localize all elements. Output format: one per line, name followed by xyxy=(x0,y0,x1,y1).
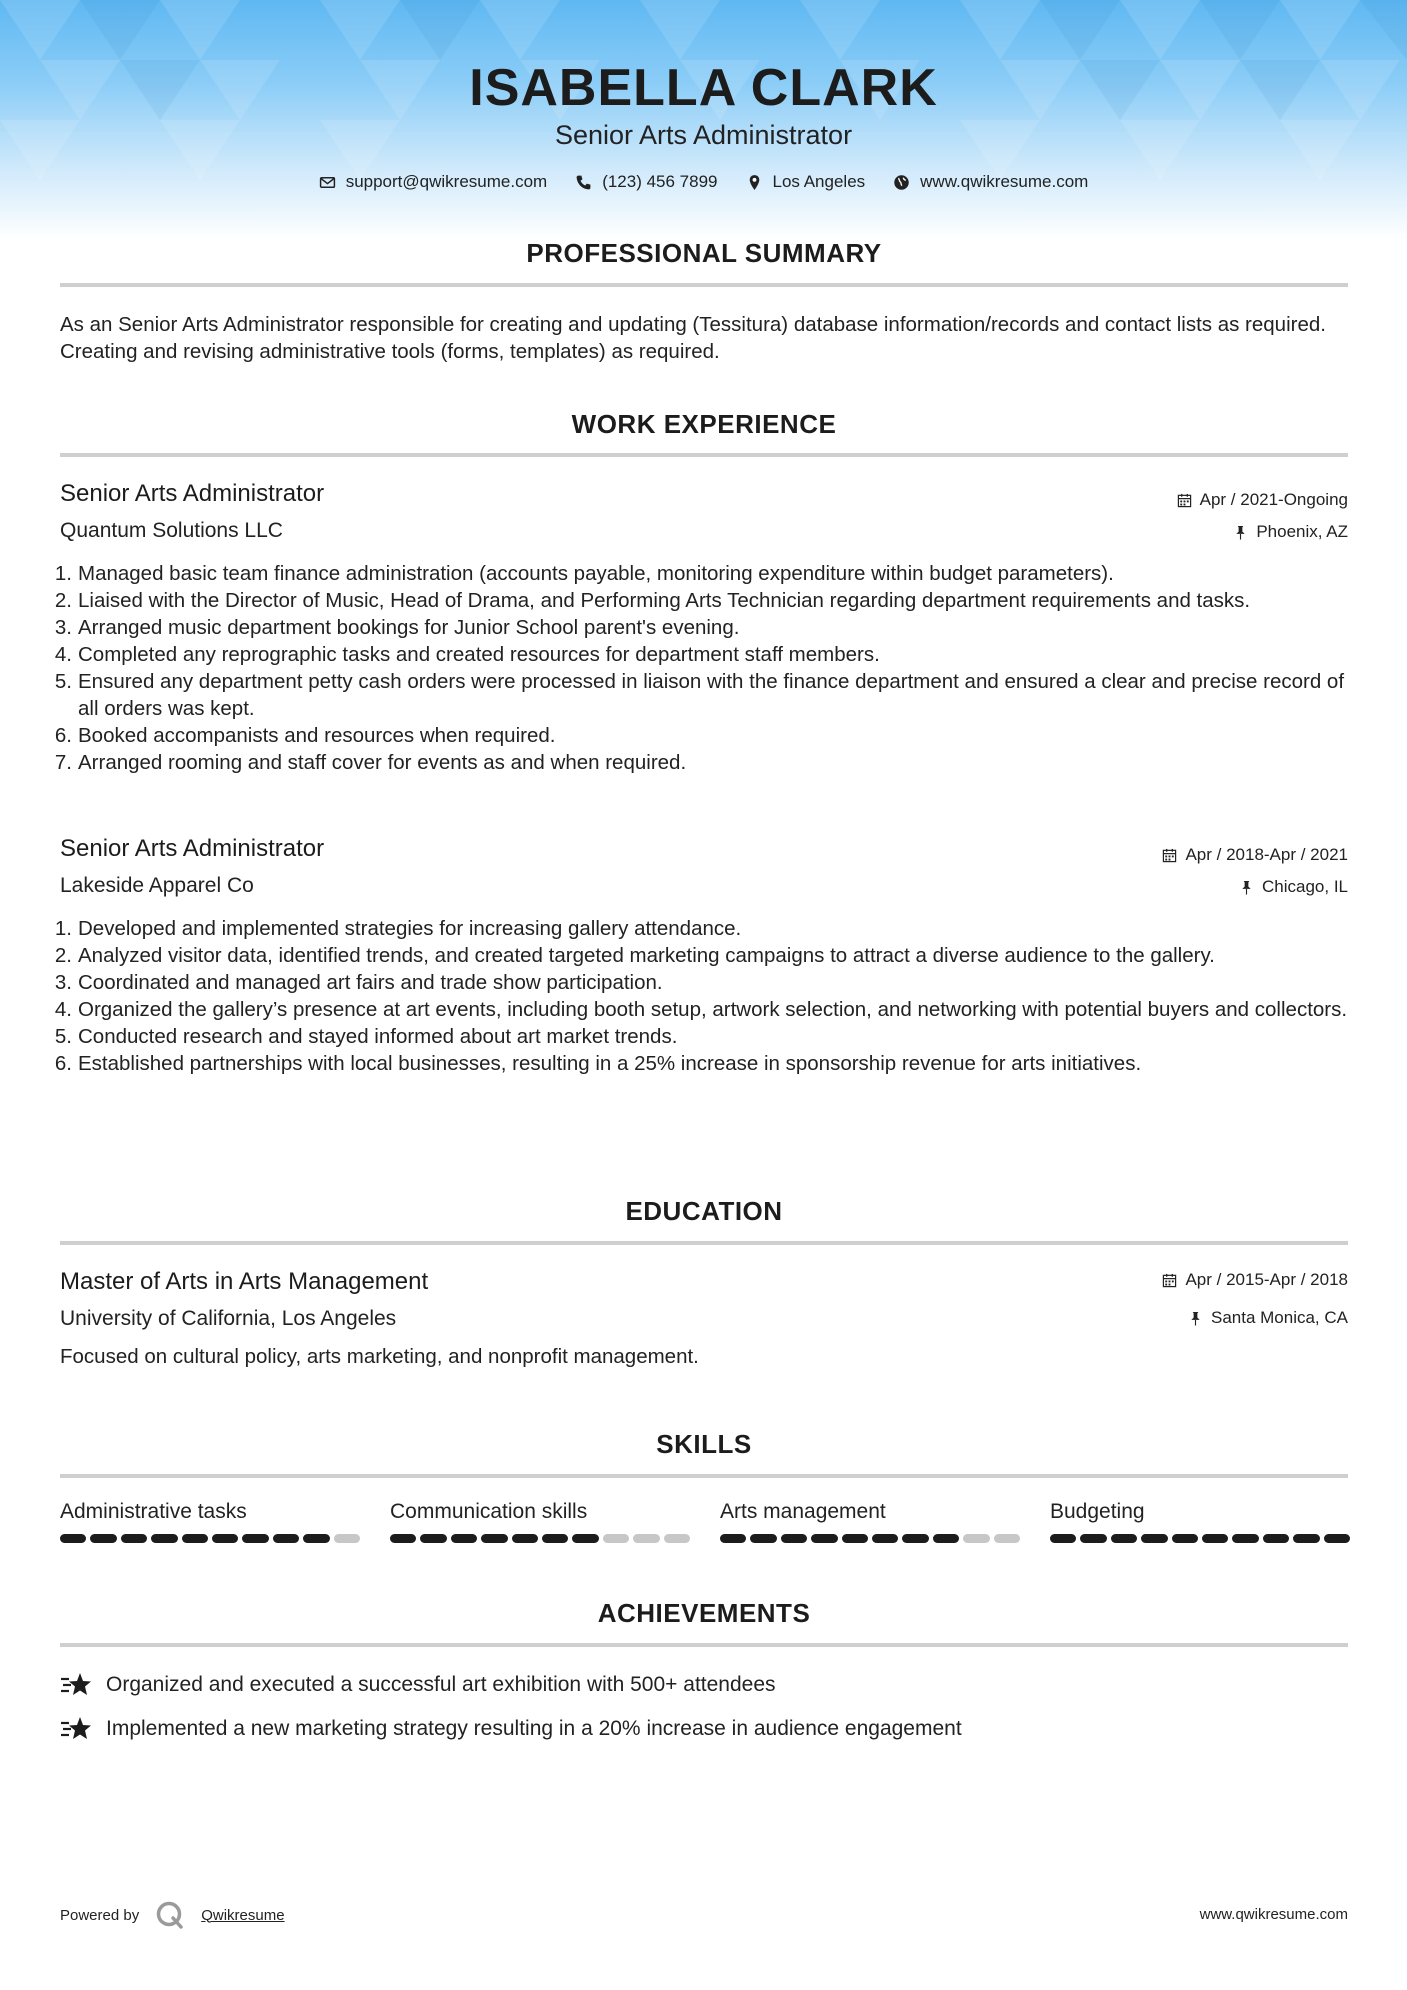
footer-powered-by xyxy=(60,1900,285,1930)
shooting-star-icon xyxy=(60,1670,92,1700)
job-dates xyxy=(1177,490,1348,510)
job-dates xyxy=(1162,845,1348,865)
skill-dot-filled xyxy=(572,1534,598,1543)
list-item: 3. Arranged music department bookings for Junior School parent's evening. xyxy=(54,616,740,639)
skill-dot-filled xyxy=(842,1534,868,1543)
footer-website[interactable]: www.qwikresume.com xyxy=(1199,1906,1348,1923)
skill-dot-empty xyxy=(963,1534,989,1543)
skill-dot-filled xyxy=(1202,1534,1228,1543)
skill-dot-filled xyxy=(1080,1534,1106,1543)
education-location xyxy=(1188,1308,1348,1328)
skill-dot-filled xyxy=(811,1534,837,1543)
skill-dot-filled xyxy=(60,1534,86,1543)
list-item: 5. Conducted research and stayed informed about art market trends. xyxy=(54,1025,678,1048)
section-title-experience: WORK EXPERIENCE xyxy=(571,409,837,439)
job-title: Senior Arts Administrator xyxy=(60,480,325,507)
pushpin-icon xyxy=(1233,525,1248,540)
contact-website-text: www.qwikresume.com xyxy=(920,172,1089,191)
skill-rating xyxy=(390,1534,690,1543)
skill-dot-filled xyxy=(1324,1534,1350,1543)
qwikresume-logo-icon xyxy=(155,1900,185,1930)
section-divider xyxy=(60,453,1348,457)
section-divider xyxy=(60,1241,1348,1245)
list-item: 1. Developed and implemented strategies for increasing gallery attendance. xyxy=(54,917,742,940)
candidate-name: ISABELLA CLARK xyxy=(469,59,938,117)
job-location-text: Chicago, IL xyxy=(1262,877,1348,896)
achievement-text: Implemented a new marketing strategy resulting in a 20% increase in audience engagement xyxy=(106,1717,962,1740)
skill-dot-filled xyxy=(781,1534,807,1543)
skill-item xyxy=(1050,1500,1350,1543)
contact-email-text: support@qwikresume.com xyxy=(345,172,548,191)
section-title-summary: PROFESSIONAL SUMMARY xyxy=(526,238,882,268)
job-location xyxy=(1239,877,1348,897)
education-dates-text: Apr / 2015-Apr / 2018 xyxy=(1185,1270,1348,1289)
skill-item xyxy=(390,1500,690,1543)
skill-dot-filled xyxy=(303,1534,329,1543)
skills-grid xyxy=(60,1500,1348,1543)
list-item: 2. Liaised with the Director of Music, Head of Drama, and Performing Arts Technician regarding department requirements and tasks. xyxy=(54,589,1251,612)
company-name: Quantum Solutions LLC xyxy=(60,519,283,542)
contact-website[interactable] xyxy=(893,172,1088,192)
job-location-text: Phoenix, AZ xyxy=(1256,522,1348,541)
list-item: 1. Managed basic team finance administration (accounts payable, monitoring expenditure within budget parameters). xyxy=(54,562,1114,585)
qwikresume-link[interactable]: Qwikresume xyxy=(201,1906,285,1924)
list-item: 5. Ensured any department petty cash orders were processed in liaison with the finance department and ensured a clear and precise record of all orders was kept. xyxy=(54,670,1345,720)
skill-dot-filled xyxy=(1293,1534,1319,1543)
calendar-icon xyxy=(1162,1273,1177,1288)
skill-dot-filled xyxy=(1141,1534,1167,1543)
list-item: 3. Coordinated and managed art fairs and trade show participation. xyxy=(54,971,663,994)
section-divider xyxy=(60,1643,1348,1647)
job-location xyxy=(1233,522,1348,542)
section-title-skills: SKILLS xyxy=(656,1429,752,1459)
skill-rating xyxy=(720,1534,1020,1543)
company-name: Lakeside Apparel Co xyxy=(60,874,254,897)
school-name: University of California, Los Angeles xyxy=(60,1307,397,1330)
envelope-icon xyxy=(319,174,336,191)
section-divider xyxy=(60,283,1348,287)
skill-dot-filled xyxy=(212,1534,238,1543)
skill-dot-filled xyxy=(902,1534,928,1543)
skill-dot-filled xyxy=(121,1534,147,1543)
job-title: Senior Arts Administrator xyxy=(60,835,325,862)
skill-dot-filled xyxy=(90,1534,116,1543)
skill-dot-empty xyxy=(334,1534,360,1543)
skill-rating xyxy=(1050,1534,1350,1543)
skill-dot-filled xyxy=(720,1534,746,1543)
section-title-achievements: ACHIEVEMENTS xyxy=(597,1598,811,1628)
contact-email[interactable] xyxy=(319,172,548,192)
job-dates-text: Apr / 2021-Ongoing xyxy=(1199,490,1348,509)
skill-dot-filled xyxy=(1111,1534,1137,1543)
calendar-icon xyxy=(1162,848,1177,863)
skill-name: Budgeting xyxy=(1050,1500,1145,1523)
education-location-text: Santa Monica, CA xyxy=(1210,1308,1348,1327)
skill-dot-filled xyxy=(933,1534,959,1543)
contact-location xyxy=(746,172,866,192)
achievement-item xyxy=(60,1714,962,1744)
achievement-item xyxy=(60,1670,776,1700)
skill-dot-filled xyxy=(542,1534,568,1543)
contact-phone-text: (123) 456 7899 xyxy=(602,172,718,191)
skill-dot-filled xyxy=(872,1534,898,1543)
shooting-star-icon xyxy=(60,1714,92,1744)
phone-icon xyxy=(575,174,592,191)
list-item: 4. Organized the gallery’s presence at art events, including booth setup, artwork selection, and networking with potential buyers and collectors. xyxy=(54,998,1348,1021)
section-divider xyxy=(60,1474,1348,1478)
skill-dot-filled xyxy=(750,1534,776,1543)
skill-name: Communication skills xyxy=(390,1500,588,1523)
skill-name: Arts management xyxy=(720,1500,886,1523)
skill-dot-filled xyxy=(1050,1534,1076,1543)
list-item: 7. Arranged rooming and staff cover for events as and when required. xyxy=(54,751,687,774)
skill-dot-empty xyxy=(633,1534,659,1543)
list-item: 2. Analyzed visitor data, identified trends, and created targeted marketing campaigns to attract a diverse audience to the gallery. xyxy=(54,944,1215,967)
skill-rating xyxy=(60,1534,360,1543)
job-dates-text: Apr / 2018-Apr / 2021 xyxy=(1185,845,1348,864)
skill-dot-filled xyxy=(1263,1534,1289,1543)
education-description: Focused on cultural policy, arts marketing, and nonprofit management. xyxy=(60,1345,699,1368)
pushpin-icon xyxy=(1239,880,1254,895)
job-bullets xyxy=(54,560,1350,776)
section-title-education: EDUCATION xyxy=(625,1196,783,1226)
skill-dot-empty xyxy=(994,1534,1020,1543)
skill-dot-filled xyxy=(151,1534,177,1543)
skill-dot-filled xyxy=(1232,1534,1258,1543)
degree-title: Master of Arts in Arts Management xyxy=(60,1268,429,1295)
skill-dot-filled xyxy=(1172,1534,1198,1543)
pushpin-icon xyxy=(1188,1311,1203,1326)
skill-dot-filled xyxy=(481,1534,507,1543)
list-item: 6. Established partnerships with local businesses, resulting in a 25% increase in sponsorship revenue for arts initiatives. xyxy=(54,1052,1142,1075)
skill-dot-empty xyxy=(603,1534,629,1543)
skill-dot-empty xyxy=(664,1534,690,1543)
skill-dot-filled xyxy=(273,1534,299,1543)
skill-item xyxy=(60,1500,360,1543)
list-item: 4. Completed any reprographic tasks and created resources for department staff members. xyxy=(54,643,880,666)
skill-dot-filled xyxy=(512,1534,538,1543)
education-dates xyxy=(1162,1270,1348,1290)
globe-icon xyxy=(893,174,910,191)
calendar-icon xyxy=(1177,493,1192,508)
skill-item xyxy=(720,1500,1020,1543)
skill-name: Administrative tasks xyxy=(60,1500,247,1523)
skill-dot-filled xyxy=(451,1534,477,1543)
list-item: 6. Booked accompanists and resources when required. xyxy=(54,724,556,747)
candidate-title: Senior Arts Administrator xyxy=(554,120,853,150)
job-bullets xyxy=(54,915,1350,1077)
contact-location-text: Los Angeles xyxy=(772,172,866,191)
contact-bar xyxy=(0,172,1407,192)
skill-dot-filled xyxy=(420,1534,446,1543)
skill-dot-filled xyxy=(242,1534,268,1543)
skill-dot-filled xyxy=(182,1534,208,1543)
powered-by-label: Powered by xyxy=(60,1906,140,1924)
map-marker-icon xyxy=(746,174,763,191)
summary-text: As an Senior Arts Administrator responsible for creating and updating (Tessitura) database information/records and contact lists as required. Creating and revising administrative tools (forms, templates) as required. xyxy=(60,313,1326,363)
achievement-text: Organized and executed a successful art exhibition with 500+ attendees xyxy=(106,1673,776,1696)
contact-phone[interactable] xyxy=(575,172,717,192)
skill-dot-filled xyxy=(390,1534,416,1543)
